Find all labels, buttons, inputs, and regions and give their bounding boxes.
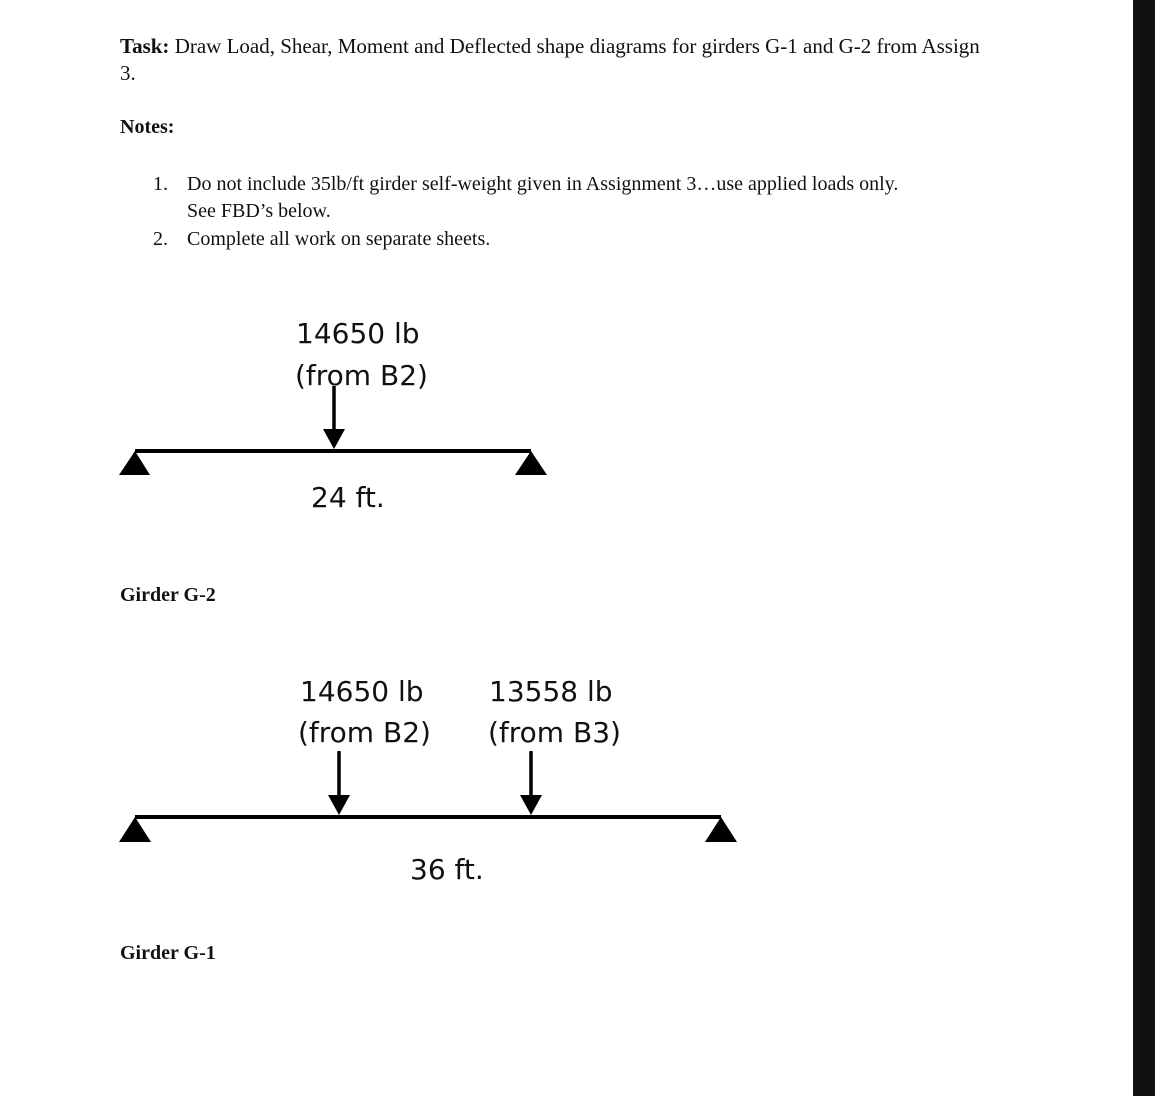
- g1-load-2-magnitude: 13558 lb: [489, 675, 613, 708]
- note-1-line-1: Do not include 35lb/ft girder self-weight given in Assignment 3…use applied loads only.: [187, 173, 899, 195]
- g2-load-1-magnitude: 14650 lb: [296, 317, 420, 350]
- g1-left-support: [119, 817, 151, 842]
- girder-g2-label: Girder G-2: [120, 584, 216, 606]
- g1-load-1-source: (from B2): [298, 716, 431, 749]
- note-1-number: 1.: [153, 173, 168, 195]
- g1-load-2-arrow: [520, 751, 542, 815]
- g1-load-2-source: (from B3): [488, 716, 621, 749]
- notes-heading: Notes:: [120, 116, 175, 138]
- girder-g1-label: Girder G-1: [120, 942, 216, 964]
- viewer-scrollbar[interactable]: [1133, 0, 1155, 1096]
- g1-span-label: 36 ft.: [410, 853, 484, 886]
- task-label: Task:: [120, 34, 170, 58]
- g2-load-1-arrow: [323, 386, 345, 449]
- note-2-line-1: Complete all work on separate sheets.: [187, 228, 491, 250]
- note-1-line-2: See FBD’s below.: [187, 200, 331, 222]
- note-2-number: 2.: [153, 228, 168, 250]
- g1-right-support: [705, 817, 737, 842]
- g1-load-1-arrow: [328, 751, 350, 815]
- g2-right-support: [515, 451, 547, 475]
- g1-load-1-magnitude: 14650 lb: [300, 675, 424, 708]
- g2-load-1-source: (from B2): [295, 359, 428, 392]
- g2-span-label: 24 ft.: [311, 481, 385, 514]
- g2-left-support: [119, 451, 150, 475]
- task-text: Draw Load, Shear, Moment and Deflected shape diagrams for girders G-1 and G-2 from Assign 3.: [120, 34, 980, 85]
